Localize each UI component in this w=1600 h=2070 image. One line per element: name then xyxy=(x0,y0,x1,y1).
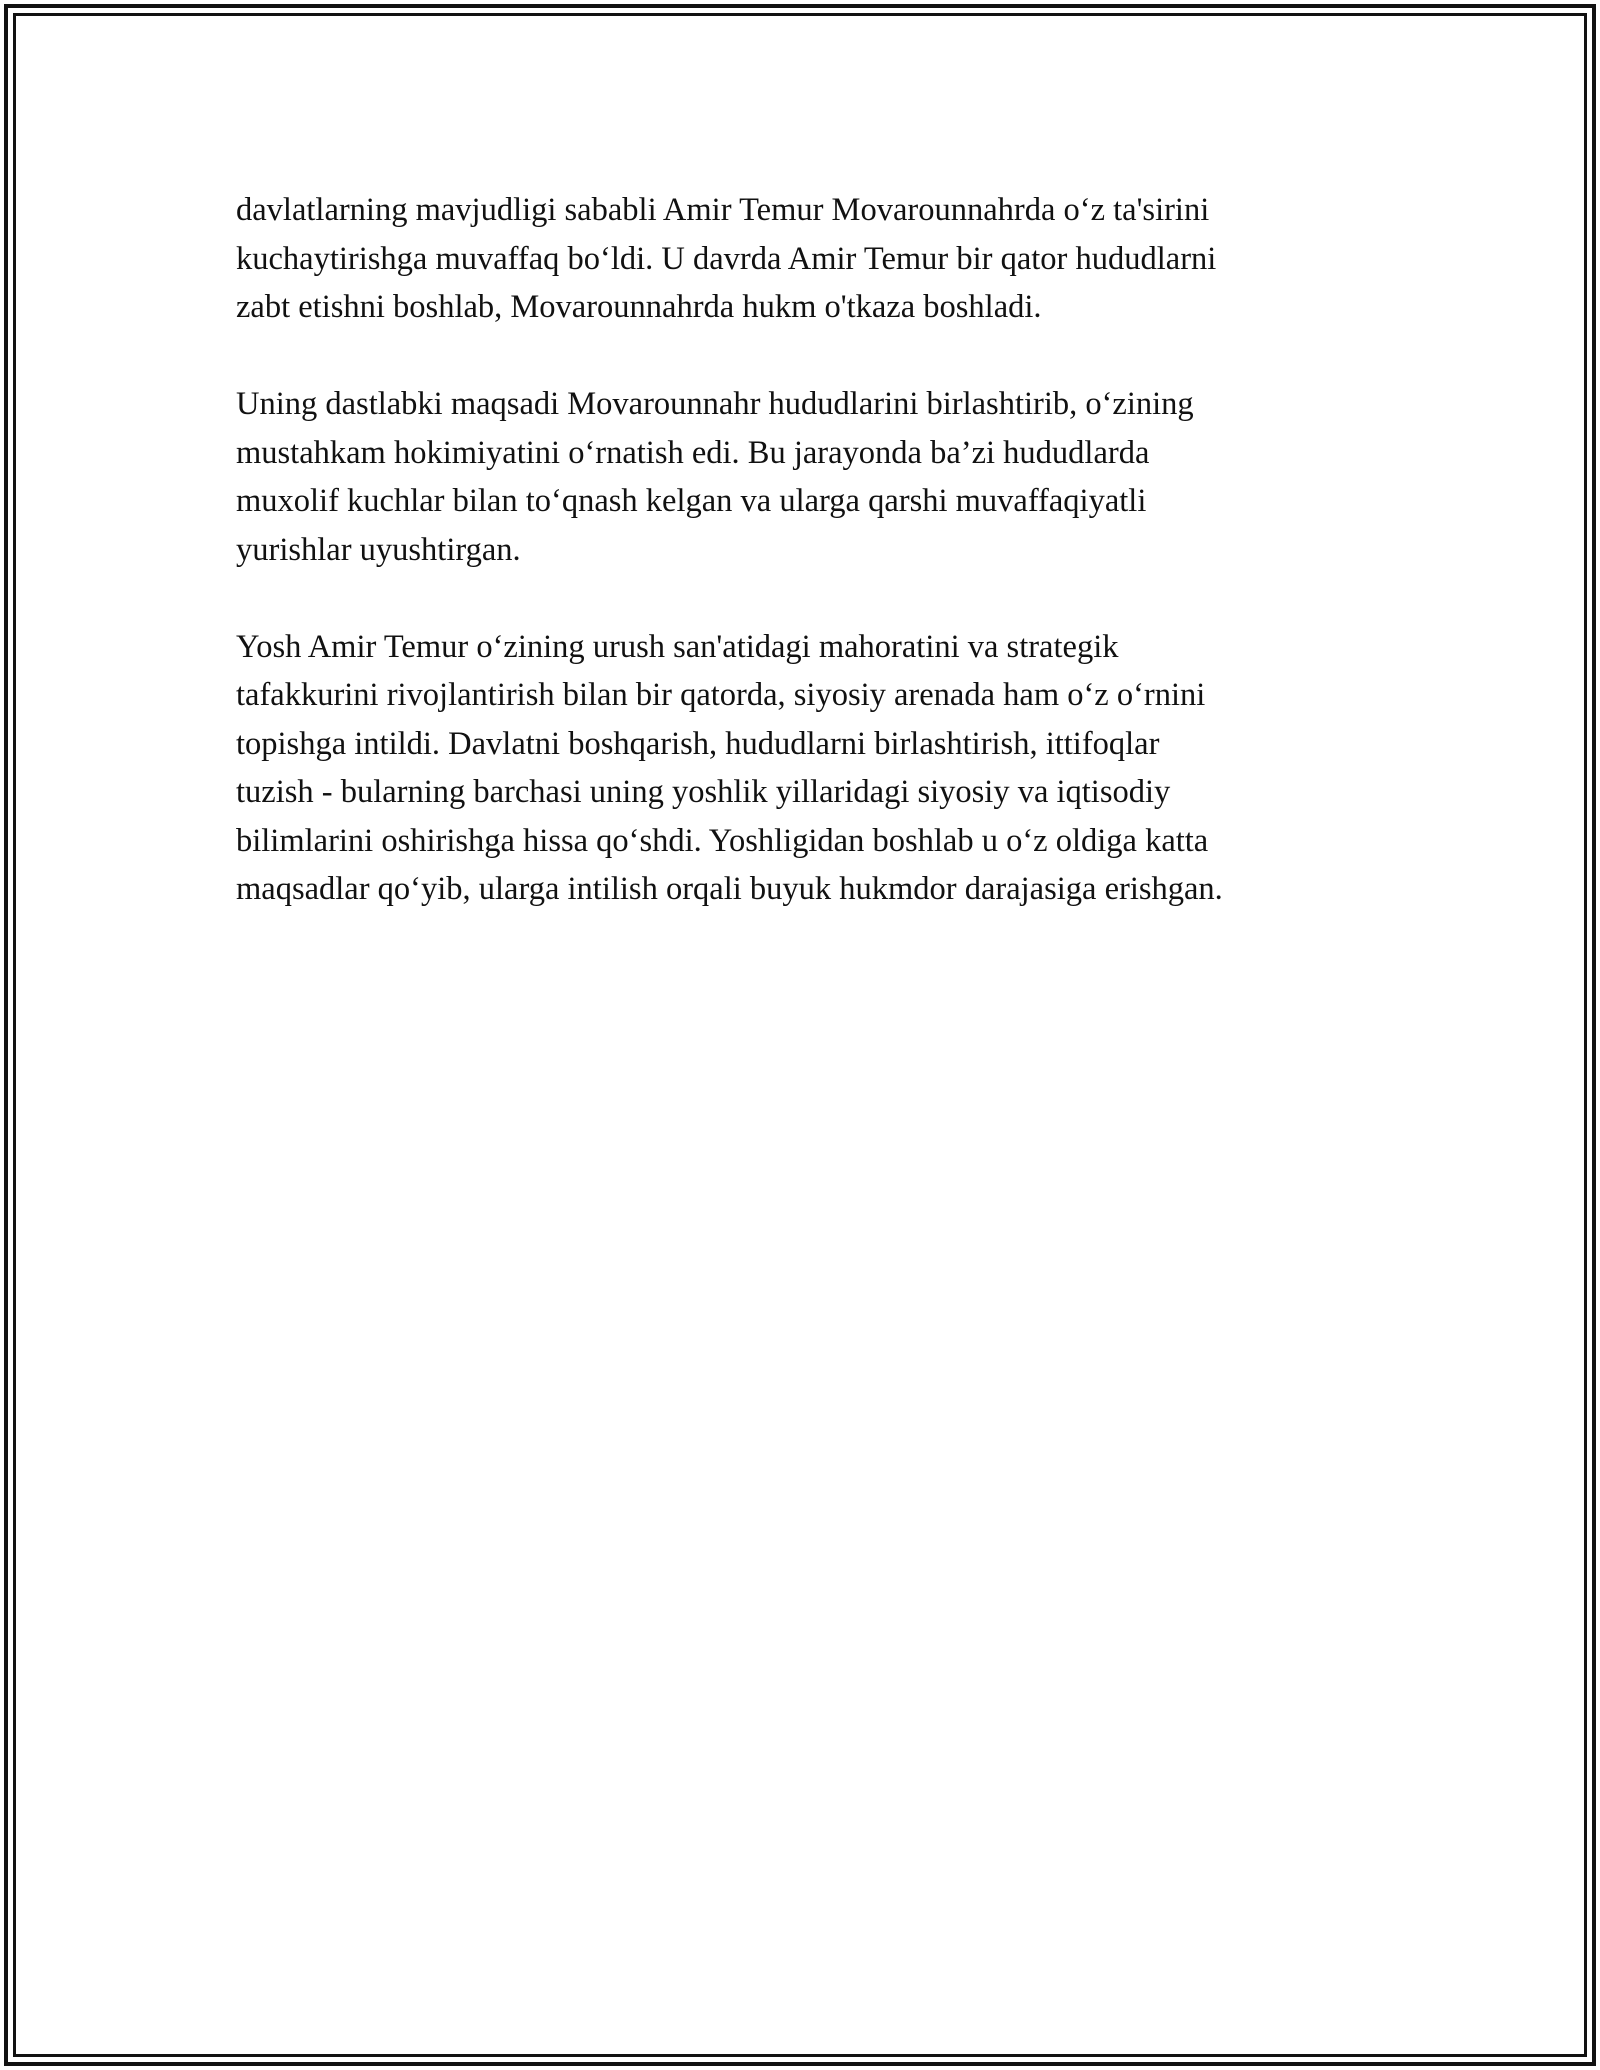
paragraph-3: Yosh Amir Temur o‘zining urush san'atidagi mahoratini va strategik tafakkurini rivojlantirish bilan bir qatorda, siyosiy arenada ham o‘z o‘rnini topishga intildi. Davlatni boshqarish, hududlarni birlashtirish, ittifoqlar tuzish - bularning barchasi uning yoshlik yillaridagi siyosiy va iqtisodiy bilimlarini oshirishga hissa qo‘shdi. Yoshligidan boshlab u o‘z oldiga katta maqsadlar qo‘yib, ularga intilish orqali buyuk hukmdor darajasiga erishgan. xyxy=(236,628,1223,907)
paragraph-1: davlatlarning mavjudligi sababli Amir Temur Movarounnahrda o‘z ta'sirini kuchaytirishga muvaffaq bo‘ldi. U davrda Amir Temur bir qator hududlarni zabt etishni boshlab, Movarounnahrda hukm o'tkaza boshladi. xyxy=(236,192,1217,325)
paragraph-2: Uning dastlabki maqsadi Movarounnahr hududlarini birlashtirib, o‘zining mustahkam hokimiyatini o‘rnatish edi. Bu jarayonda ba’zi hududlarda muxolif kuchlar bilan to‘qnash kelgan va ularga qarshi muvaffaqiyatli yurishlar uyushtirgan. xyxy=(236,386,1194,568)
document-body xyxy=(236,186,1366,962)
